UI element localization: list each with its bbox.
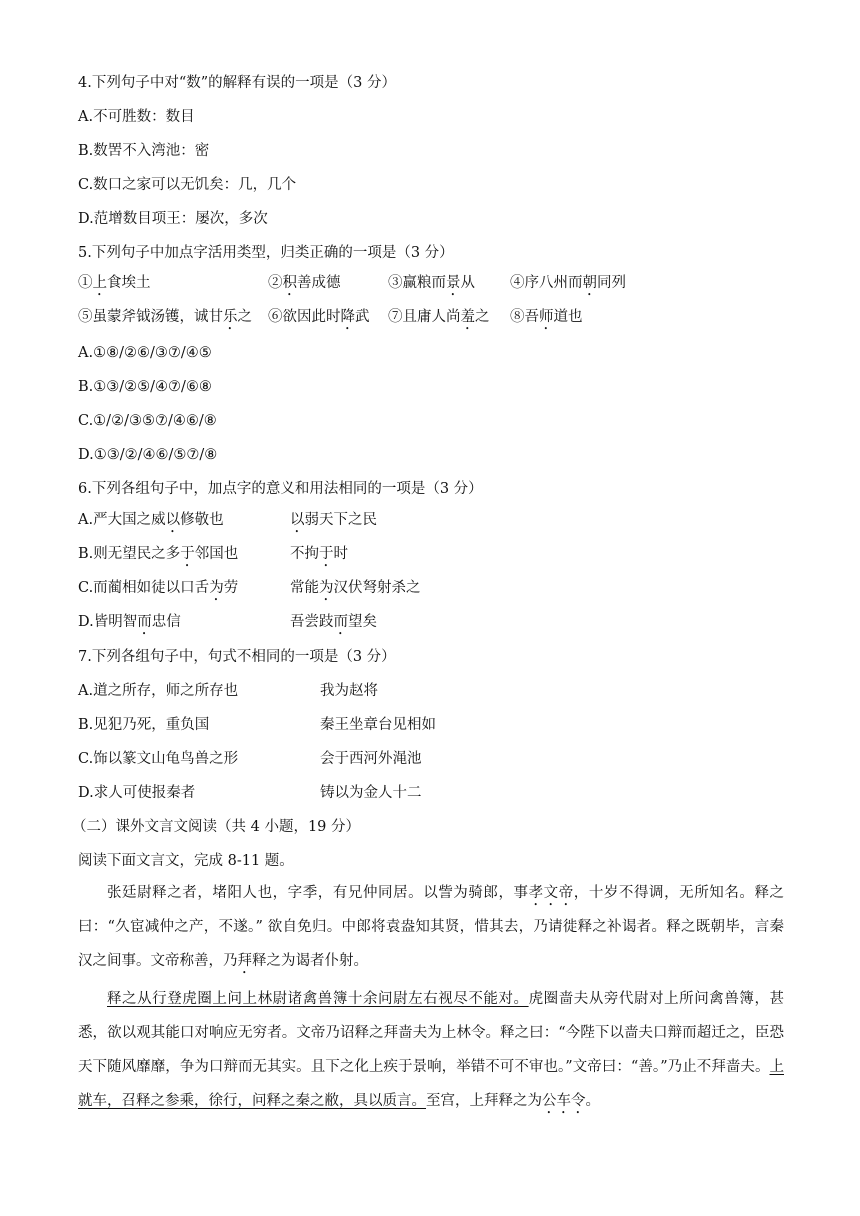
q5-stem: 5.下列句子中加点字活用类型，归类正确的一项是（3 分） bbox=[78, 245, 454, 261]
q7-row-d-left: D.求人可使报秦者 bbox=[78, 785, 196, 801]
q4-option-c: C.数口之家可以无饥矣：几，几个 bbox=[78, 177, 297, 193]
q4-option-a: A.不可胜数：数目 bbox=[78, 109, 195, 125]
q5-item-6: ⑥欲因此时降武 bbox=[268, 309, 370, 325]
q7-row-c-right: 会于西河外渑池 bbox=[320, 751, 422, 767]
q6-row-c-right: 常能为汉伏弩射杀之 bbox=[290, 580, 421, 596]
passage-paragraph-1: 张廷尉释之者，堵阳人也，字季，有兄仲同居。以訾为骑郎，事孝文帝，十岁不得调，无所知名。释之曰：“久宦减仲之产，不遂。” 欲自免归。中郎将袁盎知其贤，惜其去，乃请徙释之补谒者。释之既朝毕，言秦汉之间事。文帝称善，乃拜释之为谒者仆射。 bbox=[78, 885, 785, 969]
q5-item-2: ②积善成德 bbox=[268, 275, 341, 291]
q6-row-a-left: A.严大国之威以修敬也 bbox=[78, 512, 224, 528]
q5-item-8: ⑧吾师道也 bbox=[510, 309, 583, 325]
q6-row-b-left: B.则无望民之多于邻国也 bbox=[78, 546, 239, 562]
q5-option-a: A.①⑧/②⑥/③⑦/④⑤ bbox=[78, 345, 212, 361]
q6-row-b-right: 不拘于时 bbox=[290, 546, 348, 562]
q6-row-d-left: D.皆明智而忠信 bbox=[78, 614, 181, 630]
q6-stem: 6.下列各组句子中，加点字的意义和用法相同的一项是（3 分） bbox=[78, 481, 483, 497]
q6-row-a-right: 以弱天下之民 bbox=[290, 512, 377, 528]
q5-option-b: B.①③/②⑤/④⑦/⑥⑧ bbox=[78, 379, 212, 395]
q7-row-a-right: 我为赵将 bbox=[320, 683, 378, 699]
q7-row-b-left: B.见犯乃死，重负国 bbox=[78, 717, 210, 733]
q6-row-d-right: 吾尝跂而望矣 bbox=[290, 614, 377, 630]
q7-row-a-left: A.道之所存，师之所存也 bbox=[78, 683, 239, 699]
section-title: （二）课外文言文阅读（共 4 小题，19 分） bbox=[72, 819, 361, 835]
q5-item-1: ①上食埃土 bbox=[78, 275, 151, 291]
q5-option-d: D.①③/②/④⑥/⑤⑦/⑧ bbox=[78, 447, 218, 463]
underlined-sentence-2: 上就车，召释之参乘，徐行，问释之秦之敝，具以质言。 bbox=[78, 1059, 784, 1109]
q6-row-c-left: C.而蔺相如徒以口舌为劳 bbox=[78, 580, 239, 596]
section-instruction: 阅读下面文言文，完成 8-11 题。 bbox=[78, 853, 294, 869]
q5-item-7: ⑦且庸人尚羞之 bbox=[388, 309, 490, 325]
q7-row-d-right: 铸以为金人十二 bbox=[320, 785, 422, 801]
q4-option-d: D.范增数目项王：屡次，多次 bbox=[78, 211, 268, 227]
q5-item-5: ⑤虽蒙斧钺汤镬，诚甘乐之 bbox=[78, 309, 252, 325]
passage-paragraph-2: 释之从行登虎圈上问上林尉诸禽兽簿十余问尉左右视尽不能对。虎圈啬夫从旁代尉对上所问禽兽簿，甚悉，欲以观其能口对响应无穷者。文帝乃诏释之拜啬夫为上林令。释之曰：“今陛下以啬夫口辩而超迁之，臣恐天下随风靡靡，争为口辩而无其实。且下之化上疾于景响，举错不可不审也。”文帝曰：“善。”乃止不拜啬夫。上就车，召释之参乘，徐行，问释之秦之敝，具以质言。至宫，上拜释之为公车令。 bbox=[78, 991, 785, 1109]
q7-row-b-right: 秦王坐章台见相如 bbox=[320, 717, 436, 733]
q5-item-4: ④序八州而朝同列 bbox=[510, 275, 626, 291]
q5-option-c: C.①/②/③⑤⑦/④⑥/⑧ bbox=[78, 413, 217, 429]
q4-option-b: B.数罟不入湾池：密 bbox=[78, 143, 210, 159]
q5-item-3: ③赢粮而景从 bbox=[388, 275, 475, 291]
q4-stem: 4.下列句子中对“数”的解释有误的一项是（3 分） bbox=[78, 75, 396, 91]
q7-row-c-left: C.饰以篆文山龟鸟兽之形 bbox=[78, 751, 239, 767]
q7-stem: 7.下列各组句子中，句式不相同的一项是（3 分） bbox=[78, 649, 396, 665]
underlined-sentence-1: 释之从行登虎圈上问上林尉诸禽兽簿十余问尉左右视尽不能对。 bbox=[107, 991, 529, 1007]
